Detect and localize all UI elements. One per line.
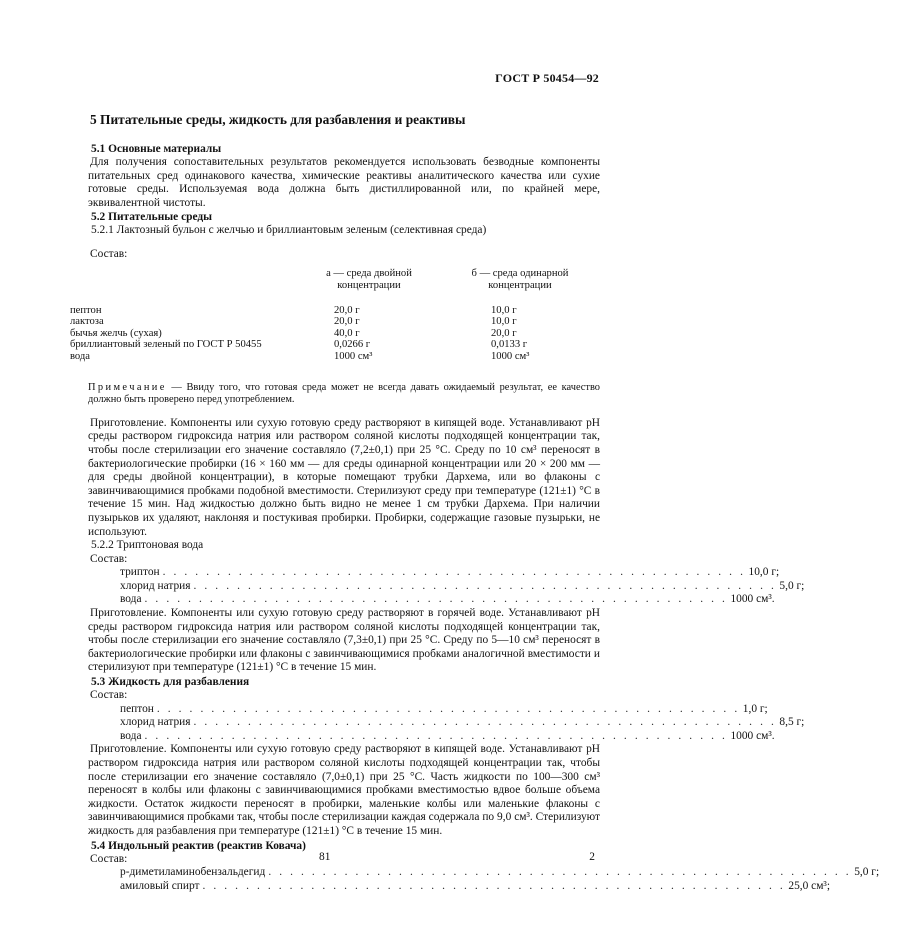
table-row: лактоза 20,0 г 10,0 г [70, 316, 517, 328]
list-item: р-диметиламинобензальдегид . . . . . . . . . . . . . . . . . . . . . . . . . . . . . . . . . . . . . . . . . . . . . . . . . . . . . . 5,0 г; [120, 866, 880, 879]
composition-label: Состав: [90, 552, 128, 565]
sheet-number: 2 [589, 851, 595, 863]
composition-label: Состав: [90, 689, 128, 702]
preparation-5-3: Приготовление. Компоненты или сухую готовую среду растворяют в кипящей воде. Устанавливают pH раствором гидроксида натрия или раствором соляной кислоты подходящей концентрации так, чтобы после стерилизации его значение составляло (7,0±0,1) при 25 °С. Часть жидкости по 100—300 см³ переносят в колбы или флаконы с завинчивающимися пробками вместимостью вдвое больше объема жидкости. Остаток жидкости переносят в пробирки, маленькие колбы или маленькие флаконы с завинчивающимися пробками так, чтобы после стерилизации каждая содержала по 9,0 см³. Стерилизуют жидкость для разбавления при температуре (121±1) °С в течение 15 мин. [88, 743, 600, 837]
subsection-5-2-2-title: 5.2.2 Триптоновая вода [91, 539, 204, 552]
list-item: вода . . . . . . . . . . . . . . . . . . . . . . . . . . . . . . . . . . . . . . . . . . . . . . . . . . . . . . 1000 см³. [120, 593, 775, 606]
column-header-double: а — среда двойной концентрации [326, 267, 412, 291]
subsection-5-2-title: 5.2 Питательные среды [91, 211, 213, 224]
list-item: пептон . . . . . . . . . . . . . . . . . . . . . . . . . . . . . . . . . . . . . . . . . . . . . . . . . . . . . . 1,0 г; [120, 702, 768, 715]
note [88, 382, 600, 407]
list-item: хлорид натрия . . . . . . . . . . . . . . . . . . . . . . . . . . . . . . . . . . . . . . . . . . . . . . . . . . . . . . 5,0 г; [120, 579, 805, 592]
document-body [70, 112, 880, 893]
composition-label: Состав: [90, 852, 128, 865]
subsection-5-1-text: Для получения сопоставительных результатов рекомендуется использовать безводные компоненты питательных сред одинакового качества, химические реактивы аналитического качества или сухие готовые среды. Используемая вода должна быть дистиллированной или, по крайней мере, эквивалентной чистоты. [88, 156, 600, 209]
note-label: Примечание [88, 381, 167, 393]
list-item: хлорид натрия . . . . . . . . . . . . . . . . . . . . . . . . . . . . . . . . . . . . . . . . . . . . . . . . . . . . . . 8,5 г; [120, 716, 805, 729]
composition-label: Состав: [90, 247, 128, 260]
list-item: амиловый спирт . . . . . . . . . . . . . . . . . . . . . . . . . . . . . . . . . . . . . . . . . . . . . . . . . . . . . . 25,0 см³; [120, 879, 831, 892]
column-header-single: б — среда одинарной концентрации [471, 267, 569, 291]
subsection-5-1-title: 5.1 Основные материалы [91, 143, 222, 155]
table-row: бриллиантовый зеленый по ГОСТ Р 50455 0,0266 г 0,0133 г [70, 339, 528, 351]
subsection-5-3-title: 5.3 Жидкость для разбавления [91, 676, 250, 689]
section-title: 5 Питательные среды, жидкость для разбавления и реактивы [90, 112, 466, 127]
note-text: — Ввиду того, что готовая среда может не всегда давать ожидаемый результат, ее качество должно быть проверено перед употреблением. [88, 381, 600, 406]
table-row: вода 1000 см³ 1000 см³ [70, 350, 530, 362]
preparation-5-2-2: Приготовление. Компоненты или сухую готовую среду растворяют в горячей воде. Устанавливают pH среды раствором гидроксида натрия или раствором соляной кислоты подходящей концентрации так, чтобы после стерилизации его значение составляло (7,3±0,1) при 25 °С. Среду по 5—10 см³ переносят в бактериологические пробирки или флаконы с завинчивающимися пробками аналогичной вместимости и стерилизуют при температуре (121±1) °С в течение 15 мин. [88, 607, 600, 674]
list-item: вода . . . . . . . . . . . . . . . . . . . . . . . . . . . . . . . . . . . . . . . . . . . . . . . . . . . . . . 1000 см³. [120, 729, 775, 742]
composition-rows [70, 305, 600, 363]
ingredient-list [88, 866, 880, 893]
ingredient-list [88, 566, 805, 607]
ingredient-list [88, 702, 805, 744]
subsection-5-2-1-title: 5.2.1 Лактозный бульон с желчью и бриллиантовым зеленым (селективная среда) [91, 224, 487, 237]
table-row: бычья желчь (сухая) 40,0 г 20,0 г [70, 327, 517, 339]
standard-number: ГОСТ Р 50454—92 [495, 71, 599, 85]
preparation-5-2-1: Приготовление. Компоненты или сухую готовую среду растворяют в кипящей воде. Устанавливают pH среды раствором гидроксида натрия или раствором соляной кислоты подходящей концентрации так, чтобы после стерилизации его значение составляло (7,2±0,1) при 25 °С. Среду по 10 см³ переносят в бактериологические пробирки (16 × 160 мм — для среды одинарной концентрации или 20 × 200 мм — для среды двойной концентрации), в которые помещают трубки Дархема, или во флаконы с завинчивающимися пробками подобной вместимости. Стерилизуют среду при температуре (121±1) °С в течение 15 мин. Над жидкостью должно быть видно не менее 1 см трубки Дархема. При наличии пузырьков их удаляют, наклоняя и постукивая пробирки. Пробирки, содержащие газовые пузырьки, не используют. [88, 416, 600, 538]
page-number: 81 [319, 851, 331, 863]
subsection-5-4-title: 5.4 Индольный реактив (реактив Ковача) [91, 839, 306, 852]
table-row: пептон 20,0 г 10,0 г [70, 304, 517, 316]
list-item: триптон . . . . . . . . . . . . . . . . . . . . . . . . . . . . . . . . . . . . . . . . . . . . . . . . . . . . . . 10,0 г; [120, 566, 780, 579]
composition-table [70, 267, 600, 376]
